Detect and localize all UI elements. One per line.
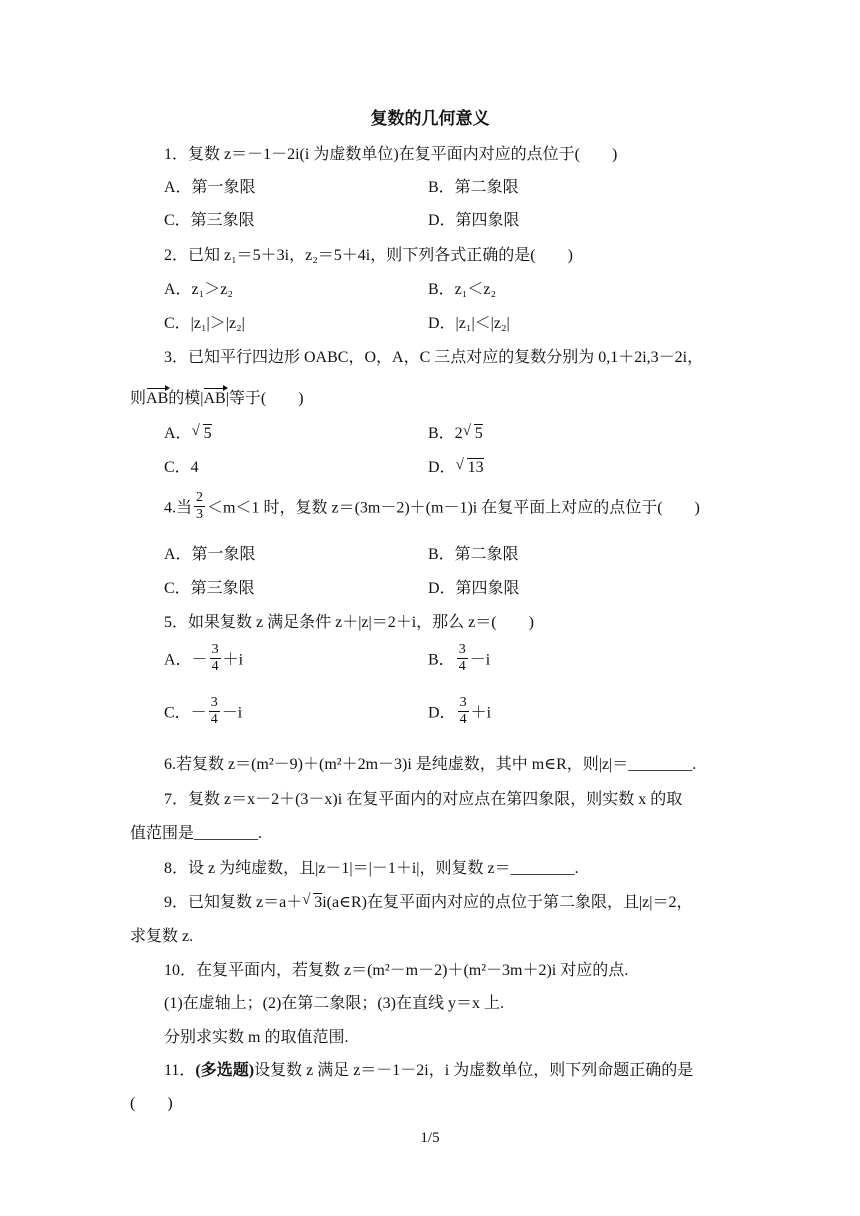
question-11-line-1: 11．(多选题)设复数 z 满足 z＝－1－2i，i 为虚数单位，则下列命题正确的是 (164, 1062, 694, 1079)
page-number: 1/5 (420, 1130, 440, 1146)
question-3-option-c: C．4 (164, 459, 199, 476)
question-10-line-2: (1)在虚轴上；(2)在第二象限；(3)在直线 y＝x 上. (164, 995, 504, 1012)
question-1-option-d: D．第四象限 (428, 212, 520, 229)
question-1-stem: 1．复数 z＝－1－2i(i 为虚数单位)在复平面内对应的点位于( ) (164, 146, 618, 163)
vector-ab-modulus: AB (203, 390, 226, 407)
question-8-stem: 8．设 z 为纯虚数，且|z－1|＝|－1＋i|，则复数 z＝________. (164, 860, 579, 877)
sqrt-symbol: √ 13 (456, 459, 484, 477)
sqrt-symbol: √ 5 (463, 425, 483, 443)
question-1-option-c: C．第三象限 (164, 212, 255, 229)
question-3-option-b: B．2√ 5 (428, 420, 483, 443)
vector-ab: AB (146, 390, 169, 407)
question-6-stem: 6.若复数 z＝(m²－9)＋(m²＋2m－3)i 是纯虚数，其中 m∈R，则|z|＝________. (164, 756, 697, 773)
question-4-option-c: C．第三象限 (164, 580, 255, 597)
question-10-line-1: 10．在复平面内，若复数 z＝(m²－m－2)＋(m²－3m＋2)i 对应的点. (164, 962, 629, 979)
question-3-continuation: 则AB的模|AB|等于( ) (130, 390, 304, 407)
question-3-stem: 3．已知平行四边形 OABC，O，A，C 三点对应的复数分别为 0,1＋2i,3－2i， (164, 349, 704, 366)
question-5-option-c: C．－ $\frac{3}{4}$ －i (164, 695, 243, 728)
question-1-option-b: B．第二象限 (428, 179, 519, 196)
question-2-option-b: B．z₁＜z₂ (428, 281, 497, 298)
page-title: 复数的几何意义 (370, 109, 490, 128)
question-1-option-a: A．第一象限 (164, 179, 256, 196)
question-5-option-d: D． $\frac{3}{4}$ ＋i (428, 695, 492, 728)
fraction: $\frac{2}{3}$ (196, 490, 204, 523)
question-10-line-3: 分别求实数 m 的取值范围. (164, 1029, 349, 1046)
question-2-stem: 2．已知 z₁＝5＋3i，z₂＝5＋4i，则下列各式正确的是( ) (164, 247, 573, 264)
question-9-line-2: 求复数 z. (130, 928, 194, 945)
question-3-option-d: D．√ 13 (428, 454, 484, 477)
multi-choice-tag: (多选题) (195, 1062, 255, 1079)
question-4-option-b: B．第二象限 (428, 546, 519, 563)
sqrt-symbol: √ 5 (192, 425, 212, 443)
question-2-option-a: A．z₁＞z₂ (164, 281, 233, 298)
question-2-option-c: C．|z₁|＞|z₂| (164, 315, 245, 332)
question-3-option-a: A．√ 5 (164, 420, 212, 443)
sqrt-symbol: √ 3 (302, 894, 322, 912)
question-4-option-a: A．第一象限 (164, 546, 256, 563)
question-9-line-1: 9．已知复数 z＝a＋√ 3i(a∈R)在复平面内对应的点位于第二象限，且|z|＝2， (164, 889, 692, 912)
question-2-option-d: D．|z₁|＜|z₂| (428, 315, 510, 332)
question-5-option-b: B． $\frac{3}{4}$ －i (428, 642, 491, 675)
question-5-stem: 5．如果复数 z 满足条件 z＋|z|＝2＋i，那么 z＝( ) (164, 614, 534, 631)
question-11-line-2: ( ) (130, 1095, 173, 1112)
question-4-option-d: D．第四象限 (428, 580, 520, 597)
question-4-stem: 4.当 $\frac{2}{3}$ ＜m＜1 时，复数 z＝(3m－2)＋(m－1)i 在复平面上对应的点位于( ) (164, 490, 700, 523)
question-7-line-2: 值范围是________. (130, 825, 263, 842)
question-7-line-1: 7．复数 z＝x－2＋(3－x)i 在复平面内的对应点在第四象限，则实数 x 的取 (164, 791, 683, 808)
question-5-option-a: A．－ $\frac{3}{4}$ ＋i (164, 642, 244, 675)
